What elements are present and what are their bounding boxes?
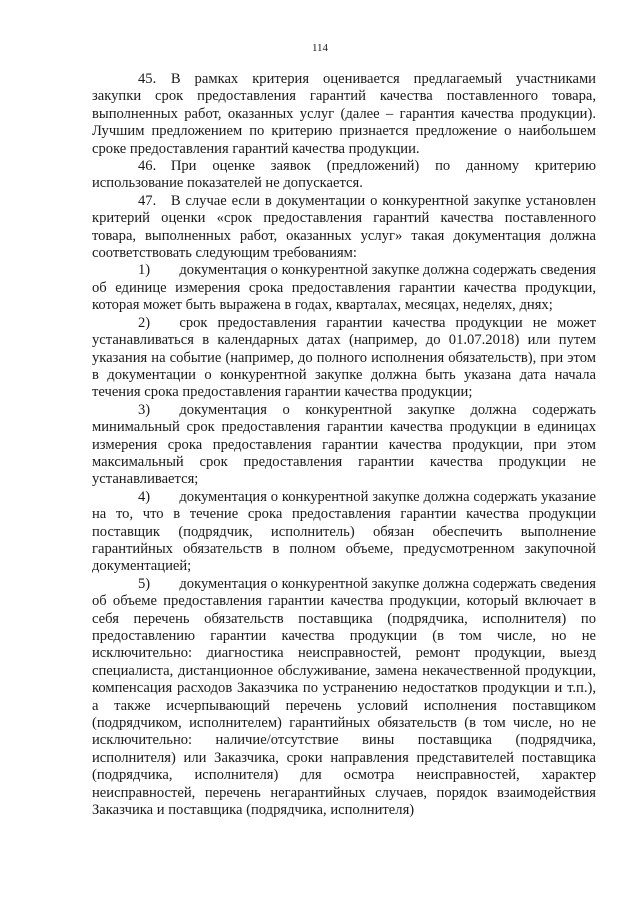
requirement-5: 5) документация о конкурентной закупке должна содержать сведения об объеме предоставления гарантии качества продукции, который включает в себя перечень обязательств поставщика (подрядчика, исполнителя) по предоставлению гарантии качества продукции (в том числе, но не исключительно: диагностика неисправностей, ремонт продукции, выезд специалиста, дистанционное обслуживание, замена некачественной продукции, компенсация расходов Заказчика по устранению недостатков продукции и т.п.), а также исчерпывающий перечень условий исполнения поставщиком (подрядчиком, исполнителем) гарантийных обязательств (в том числе, но не исключительно: наличие/отсутствие вины поставщика (подрядчика, исполнителя) или Заказчика, сроки направления представителей поставщика (подрядчика, исполнителя) для осмотра неисправностей, характер неисправностей, перечень негарантийных случаев, порядок взаимодействия Заказчика и поставщика (подрядчика, исполнителя) [92,575,596,819]
document-body [92,71,596,819]
requirement-4: 4) документация о конкурентной закупке должна содержать указание на то, что в течение срока предоставления гарантии качества продукции поставщик (подрядчик, исполнитель) обязан обеспечить выполнение гарантийных обязательств в полном объеме, предусмотренном закупочной документацией; [92,488,596,575]
page-number: 114 [311,42,329,54]
requirement-1: 1) документация о конкурентной закупке должна содержать сведения об единице измерения срока предоставления гарантии качества продукции, которая может быть выражена в годах, кварталах, месяцах, неделях, днях; [92,262,596,314]
requirement-3: 3) документация о конкурентной закупке должна содержать минимальный срок предоставления гарантии качества продукции в единицах измерения срока предоставления гарантии качества продукции, при этом максимальный срок предоставления гарантии качества продукции не устанавливается; [92,401,596,488]
paragraph-47: 47. В случае если в документации о конкурентной закупке установлен критерий оценки «срок предоставления гарантий качества поставленного товара, выполненных работ, оказанных услуг» такая документация должна соответствовать следующим требованиям: [92,192,596,262]
requirement-2: 2) срок предоставления гарантии качества продукции не может устанавливаться в календарных датах (например, до 01.07.2018) или путем указания на событие (например, до полного исполнения обязательств), при этом в документации о конкурентной закупке должна быть указана дата начала течения срока предоставления гарантии качества продукции; [92,314,596,401]
paragraph-45: 45. В рамках критерия оценивается предлагаемый участниками закупки срок предоставления гарантий качества поставленного товара, выполненных работ, оказанных услуг (далее – гарантия качества продукции). Лучшим предложением по критерию признается предложение о наибольшем сроке предоставления гарантий качества продукции. [92,71,596,157]
paragraph-46: 46. При оценке заявок (предложений) по данному критерию использование показателей не допускается. [92,158,596,192]
